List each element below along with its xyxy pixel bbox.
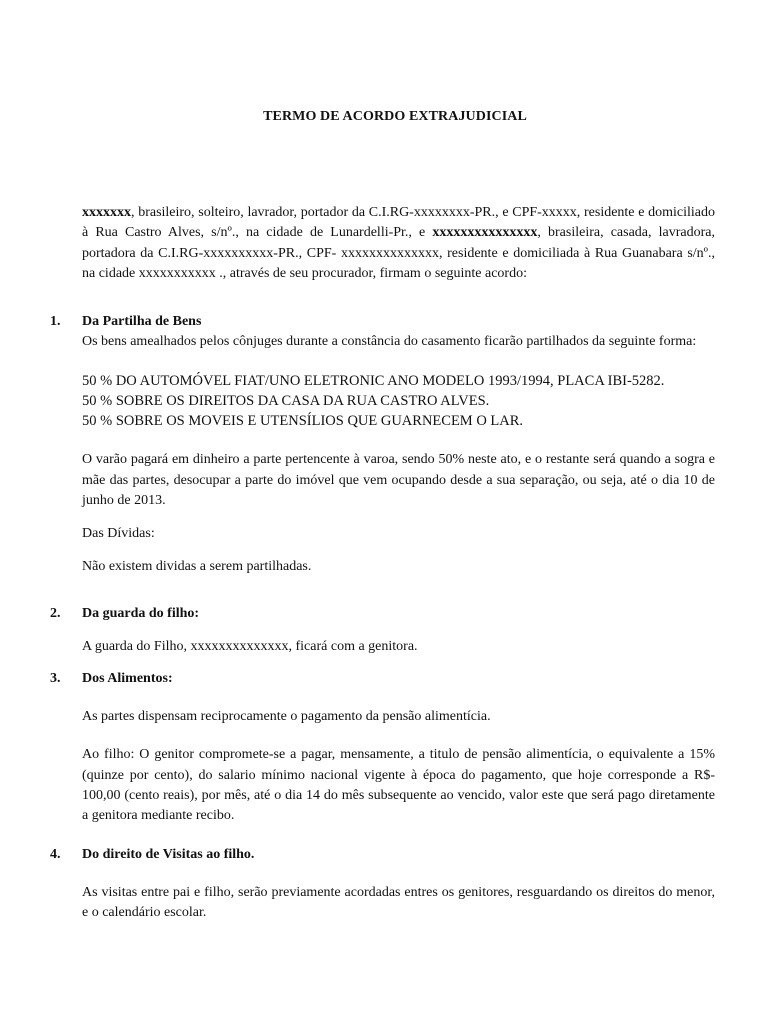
section-paragraph: Os bens amealhados pelos cônjuges durante a constância do casamento ficarão partilhados da seguinte forma: <box>82 334 697 349</box>
section-heading: Dos Alimentos: <box>82 671 173 686</box>
asset-item: 50 % DO AUTOMÓVEL FIAT/UNO ELETRONIC ANO MODELO 1993/1994, PLACA IBI-5282. <box>82 373 665 390</box>
asset-item: 50 % SOBRE OS DIREITOS DA CASA DA RUA CASTRO ALVES. <box>82 393 490 410</box>
intro-text-2: , brasileira, casada, lavradora, portadora da C.I.RG-xxxxxxxxxx-PR., CPF- xxxxxxxxxxxxxx, residente e domiciliada à Rua Guanabara s/nº., na cidade xxxxxxxxxxx ., através de seu procurador, firmam o seguinte acordo: <box>82 225 715 281</box>
section-guarda-do-filho <box>50 604 715 657</box>
section-number: 1. <box>50 314 61 329</box>
intro-paragraph <box>82 203 715 284</box>
section-number: 2. <box>50 606 61 621</box>
party-name-2: xxxxxxxxxxxxxxx <box>432 225 538 241</box>
intro-text-1: , brasileiro, solteiro, lavrador, portador da C.I.RG-xxxxxxxx-PR., e CPF-xxxxx, residente e domiciliado à Rua Castro Alves, s/nº., na cidade de Lunardelli-Pr., e <box>82 205 715 241</box>
dividas-label: Das Dívidas: <box>82 526 155 542</box>
section-partilha-de-bens <box>50 312 715 578</box>
section-alimentos <box>50 669 715 826</box>
section-heading: Do direito de Visitas ao filho. <box>82 847 255 862</box>
section-paragraph: Ao filho: O genitor compromete-se a pagar, mensamente, a titulo de pensão alimentícia, o equivalente a 15% (quinze por cento), do salario mínimo nacional vigente à época do pagamento, que hoje corresponde a R$- 100,00 (cento reais), por mês, até o dia 14 do mês subsequente ao vencido, valor este que será pago diretamente a genitora mediante recibo. <box>82 747 715 824</box>
section-paragraph: As visitas entre pai e filho, serão previamente acordadas entres os genitores, resguardando os direitos do menor, e o calendário escolar. <box>82 885 715 921</box>
party-name-1: xxxxxxx <box>82 205 131 220</box>
section-number: 3. <box>50 671 61 686</box>
section-paragraph: A guarda do Filho, xxxxxxxxxxxxxx, ficará com a genitora. <box>82 639 418 654</box>
section-paragraph: O varão pagará em dinheiro a parte pertencente à varoa, sendo 50% neste ato, e o restante será quando a sogra e mãe das partes, desocupar a parte do imóvel que vem ocupando desde a sua separação, ou seja, até o dia 10 de junho de 2013. <box>82 452 715 508</box>
section-heading: Da guarda do filho: <box>82 606 200 621</box>
section-direito-de-visitas <box>50 845 715 924</box>
asset-list <box>82 371 715 431</box>
section-number: 4. <box>50 847 61 862</box>
document-title: TERMO DE ACORDO EXTRAJUDICIAL <box>263 109 527 124</box>
section-paragraph: As partes dispensam reciprocamente o pagamento da pensão alimentícia. <box>82 709 491 724</box>
section-paragraph: Não existem dividas a serem partilhadas. <box>82 559 312 575</box>
section-heading: Da Partilha de Bens <box>82 314 202 329</box>
asset-item: 50 % SOBRE OS MOVEIS E UTENSÍLIOS QUE GUARNECEM O LAR. <box>82 413 524 430</box>
